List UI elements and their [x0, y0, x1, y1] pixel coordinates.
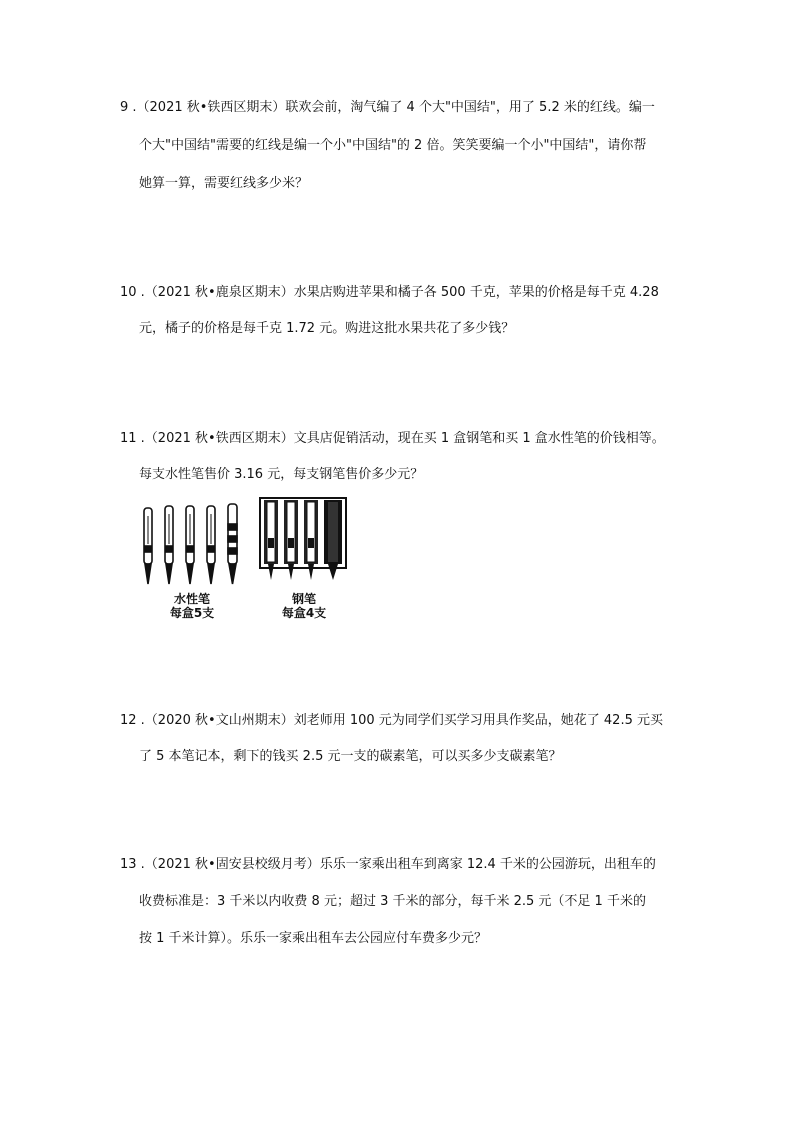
question-10-line-1: 10 .（2021 秋•鹿泉区期末）水果店购进苹果和橘子各 500 千克，苹果的价格是每千克 4.28	[120, 285, 659, 300]
question-13-line-2: 收费标准是：3 千米以内收费 8 元；超过 3 千米的部分，每千米 2.5 元（不足 1 千米的	[139, 894, 646, 909]
fountain-pen-box-count: 每盒4支	[281, 606, 327, 620]
question-11-line-2: 每支水性笔售价 3.16 元，每支钢笔售价多少元？	[139, 467, 424, 482]
fountain-pen-icon	[256, 494, 356, 592]
question-10-line-2: 元，橘子的价格是每千克 1.72 元。购进这批水果共花了多少钱？	[139, 321, 515, 336]
fountain-pen-caption	[264, 592, 344, 620]
question-13-line-3: 按 1 千米计算）。乐乐一家乘出租车去公园应付车费多少元？	[139, 931, 488, 946]
question-13-line-1: 13 .（2021 秋•固安县校级月考）乐乐一家乘出租车到离家 12.4 千米的公园游玩，出租车的	[120, 857, 656, 872]
fountain-pen-label: 钢笔	[291, 592, 316, 606]
question-12-line-2: 了 5 本笔记本，剩下的钱买 2.5 元一支的碳素笔，可以买多少支碳素笔？	[139, 749, 562, 764]
pens-figure	[134, 494, 354, 624]
water-pen-box-count: 每盒5支	[169, 606, 215, 620]
water-pen-label: 水性笔	[173, 592, 210, 606]
question-9-line-3: 她算一算，需要红线多少米？	[139, 176, 309, 191]
question-9-line-2: 个大"中国结"需要的红线是编一个小"中国结"的 2 倍。笑笑要编一个小"中国结"，请你帮	[139, 138, 647, 153]
water-pen-caption	[152, 592, 232, 620]
question-12-line-1: 12 .（2020 秋•文山州期末）刘老师用 100 元为同学们买学习用具作奖品，她花了 42.5 元买	[120, 713, 663, 728]
question-9-line-1: 9 .（2021 秋•铁西区期末）联欢会前，淘气编了 4 个大"中国结"，用了 5.2 米的红线。编一	[120, 100, 655, 115]
question-11-line-1: 11 .（2021 秋•铁西区期末）文具店促销活动，现在买 1 盒钢笔和买 1 盒水性笔的价钱相等。	[120, 431, 665, 446]
